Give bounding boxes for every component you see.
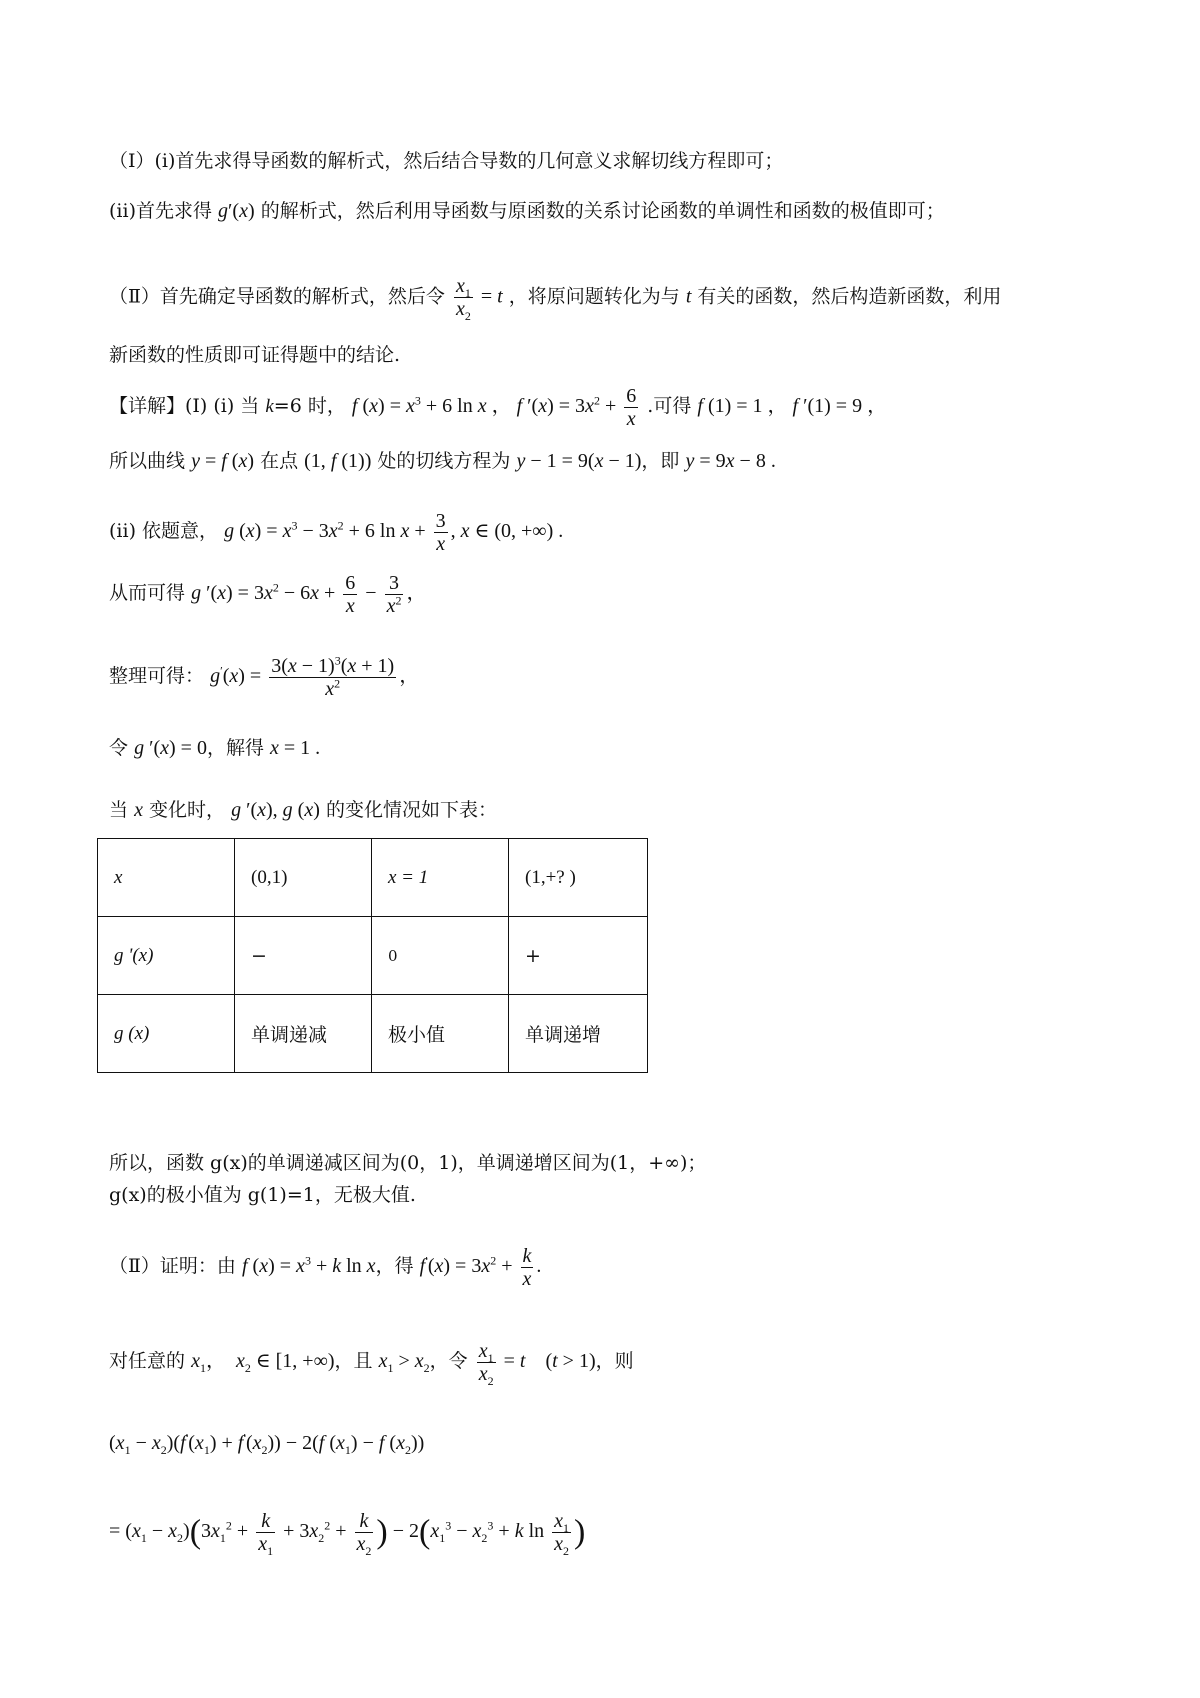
text: ，且 — [334, 1350, 373, 1373]
analysis-part2-cont: 新函数的性质即可证得题中的结论. — [109, 344, 401, 366]
monotonic-conclusion: 所以，函数 g(x)的单调递减区间为(0，1)，单调递增区间为(1，+∞)； — [109, 1152, 707, 1174]
text: 令 — [109, 737, 129, 759]
text: ，解得 — [206, 737, 264, 759]
g-derivative-factored — [109, 655, 419, 700]
table-row — [98, 995, 648, 1073]
table-cell: 单调递增 — [509, 995, 648, 1073]
solution-start — [109, 385, 887, 430]
expression-line-1: $(x_1 - x_2)(f'(x_1) + f'(x_2)) - 2(f$ $(x_1) - f$ $(x_2)$) — [109, 1430, 425, 1457]
text: 当 — [109, 799, 129, 821]
table-cell: − — [235, 917, 372, 995]
text: （Ⅱ）证明：由 — [109, 1255, 236, 1278]
tangent-line: 所以曲线 y = f (x) 在点 (1, f (1)) 处的切线方程为 y − 1 = 9(x − 1)，即 y = 9x − 8 . — [109, 450, 776, 472]
text: （Ⅱ）首先确定导函数的解析式，然后令 — [109, 285, 445, 308]
table-cell: 单调递减 — [235, 995, 372, 1073]
table-cell: 0 — [372, 917, 509, 995]
text: 变化时， — [149, 799, 226, 821]
text: 对任意的 — [109, 1350, 186, 1373]
table-cell: g (x) — [98, 995, 235, 1073]
g-definition — [109, 510, 563, 555]
text: ，则 — [595, 1350, 634, 1373]
text: ，将原问题转化为与 — [508, 285, 680, 308]
text: .可得 — [647, 395, 692, 418]
table-cell: (0,1) — [235, 839, 372, 917]
fraction-x1-x2: $\frac{x_1}{x_2}$ — [455, 275, 471, 323]
math-gprime-expr: g $'(x) = 3x^2 - 6x$ + $\frac{6}{x}$ − $\frac{3}{x^2}$ ， — [191, 572, 427, 617]
text: 在点 — [260, 450, 299, 472]
g-derivative — [109, 572, 426, 617]
text: 整理可得： — [109, 665, 205, 688]
text: 有关的函数，然后构造新函数，利用 — [697, 285, 1002, 308]
table-intro: 当 x 变化时， g ′(x), g (x) 的变化情况如下表： — [109, 799, 497, 821]
text: (ii) 依题意， — [109, 520, 219, 543]
text: 的变化情况如下表： — [325, 799, 497, 821]
math-gprime: g′(x) — [218, 200, 255, 222]
let-ratio: 对任意的 $x_1$， $x_2$ ∈ [1, +∞)，且 $x_1 > x_2$，令 $\frac{x_1}{x_2}$ = t (t > 1)，则 — [109, 1340, 634, 1388]
analysis-part1: （Ⅰ）(i)首先求得导函数的解析式，然后结合导数的几何意义求解切线方程即可； — [109, 150, 784, 172]
table-cell: x = 1 — [372, 839, 509, 917]
text: =6 时， — [273, 395, 346, 418]
text: 的解析式，然后利用导函数与原函数的关系讨论函数的单调性和函数的极值即可； — [260, 200, 945, 222]
table-row — [98, 917, 648, 995]
text: (ii)首先求得 — [109, 200, 212, 222]
math-gprime-factored: g′(x) = $\frac{3(x - 1)^3(x + 1)}{x^2}$ ， — [210, 653, 420, 700]
table-cell: + — [509, 917, 648, 995]
variation-table — [97, 838, 648, 1073]
solve-zero: 令 g ′(x) = 0，解得 x = 1 . — [109, 737, 321, 759]
text: 从而可得 — [109, 582, 186, 605]
math-g: g $(x) = x^3 - 3x^2 + 6$ ln x + $\frac{3}{x}$ , x ∈ (0, +∞) . — [224, 510, 564, 555]
text: ，得 — [375, 1255, 414, 1278]
table-cell: g '(x) — [98, 917, 235, 995]
text: 处的切线方程为 — [377, 450, 511, 472]
analysis-part2: （Ⅱ）首先确定导函数的解析式，然后令 $\frac{x_1}{x_2}$ = t ，将原问题转化为与 t 有关的函数，然后构造新函数，利用 — [109, 275, 1002, 323]
text: 【详解】(Ⅰ) (i) 当 — [109, 395, 260, 418]
text: ，即 — [641, 450, 680, 472]
table-cell: 极小值 — [372, 995, 509, 1073]
text: ，令 — [429, 1350, 468, 1373]
text: 所以曲线 — [109, 450, 186, 472]
table-row — [98, 839, 648, 917]
part2-proof: （Ⅱ）证明：由 f $(x) = x^3 + k$ ln x，得 $f'(x) = 3x^2$ + $\frac{k}{x}$ . — [109, 1245, 542, 1290]
math-f1: f (1) = 1 ， f ′(1) = 9 ， — [697, 395, 888, 418]
extremum-conclusion: g(x)的极小值为 g(1)=1，无极大值. — [109, 1184, 416, 1206]
expression-line-2: = $(x_1 - x_2)(3x_1^2$ + $\frac{k}{x_1}$ + $3x_2^2$ + $\frac{k}{x_2}$ ) − $2(x_1^3 - x_2^3 + k$ ln $\frac{x_1}{x_2}$ ) — [109, 1510, 586, 1558]
math-f: f $(x) = x^3 + 6$ ln x ， f $'(x) = 3x^2$ + $\frac{6}{x}$ — [351, 385, 637, 430]
analysis-part1-ii — [109, 198, 945, 224]
table-cell: x — [98, 839, 235, 917]
k-variable: k — [265, 396, 274, 418]
table-cell: (1,+? ) — [509, 839, 648, 917]
